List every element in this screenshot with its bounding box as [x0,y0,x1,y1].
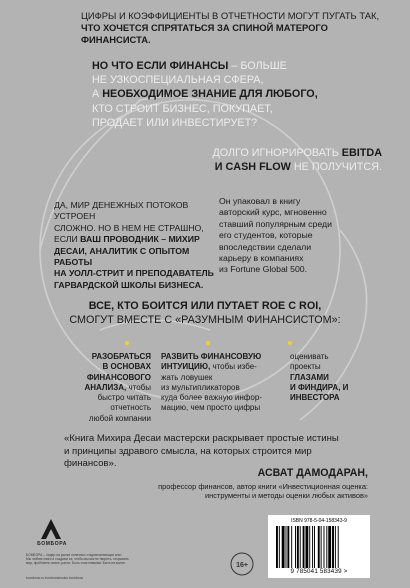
barcode-bar [279,526,280,568]
guide-line-3: ЕСЛИ [54,234,81,245]
barcode-bar [321,526,322,568]
benefit-column-3 [290,352,380,403]
intro-line-1: ЦИФРЫ И КОЭФФИЦИЕНТЫ В ОТЧЕТНОСТИ МОГУТ ПУГАТЬ ТАК, [81,10,380,21]
barcode-bar [318,526,320,568]
barcode-bar [297,526,299,568]
ignore-bold-ebitda: EBITDA [341,147,382,159]
barcode-bar [276,526,278,568]
guide-line-2: СЛОЖНО. НО В НЕМ НЕ СТРАШНО, [54,222,204,233]
bombora-logo-icon [26,515,76,541]
barcode-bar [328,526,331,568]
guide-bold-2: ДЕСАИ, АНАЛИТИК С ОПЫТОМ РАБОТЫ [54,245,190,268]
ignore-bold-cashflow: И CASH FLOW [214,161,291,173]
fineprint-line: Мы любим книги и создаем их, чтобы вы могли творить, открывать [26,557,129,562]
author-name: АСВАТ ДАМОДАРАН, [257,467,368,479]
course-line: карьеру в компаниях [219,253,304,264]
benefit2-text-2: чтобы избе- [210,362,257,372]
question-light-2: НЕ УЗКОСПЕЦИАЛЬНАЯ СФЕРА, [92,74,264,87]
barcode-bar [305,526,308,568]
barcode-bar [312,526,313,568]
course-line: впоследствии сделали [219,241,312,252]
barcode-number: 9 785041 583439 > [290,568,348,575]
barcode-bar [324,526,325,568]
barcode-bar [338,526,339,568]
question-light-1: – БОЛЬШЕ [228,60,287,72]
review-quote [64,433,364,471]
course-line: его студентов, которые [219,230,313,241]
guide-bold-1: ВАШ ПРОВОДНИК – МИХИР [80,234,200,245]
benefit3-bold-1: ГЛАЗАМИ [290,372,329,382]
bullet-dot-3 [288,341,292,345]
isbn-barcode-box [268,515,370,578]
question-light-3: А [92,88,103,101]
benefit2-text-5: куда более важную инфор- [161,393,262,403]
course-line: ставший популярным среди [219,218,332,229]
publisher-social-links: bombora.ru bomborabooks bombora [26,576,83,580]
guide-bold-4: ГАРВАРДСКОЙ ШКОЛЫ БИЗНЕСА. [54,279,204,290]
benefit3-text-1: оценивать [290,352,329,361]
question-light-4: КТО СТРОИТ БИЗНЕС, ПОКУПАЕТ, [92,102,273,115]
benefit2-bold-1: РАЗВИТЬ ФИНАНСОВУЮ [161,352,262,361]
ignore-light-1: ДОЛГО ИГНОРИРОВАТЬ [212,147,342,159]
age-rating-text: 16+ [236,562,248,569]
benefit2-text-4: из мультипликаторов [161,382,240,392]
age-rating-icon [230,552,254,576]
barcode-bar [291,526,292,568]
quote-line-2: и принципы здравого смысла, на которых строится мир финансов». [64,445,312,469]
benefit3-bold-2: И ФИНДИРА, И ИНВЕСТОРА [290,382,349,403]
fineprint-line: БОМБОРА – лидер на рынке полезных и вдохновляющих книг. [26,553,122,557]
ignore-light-2: НЕ ПОЛУЧИТСЯ. [290,161,382,173]
isbn-label: ISBN 978-5-04-158343-9 [291,518,347,524]
barcode-bar [295,526,296,568]
barcode-bar [282,526,285,568]
question-block [92,59,367,130]
benefit1-text-4: быстро читать отчетность [97,393,151,413]
guide-paragraph [54,200,214,291]
barcode-bar [326,526,327,568]
bullet-dot-1 [125,341,129,345]
publisher-name: БОМБОРА [37,541,67,547]
barcode-bar [287,526,289,568]
audience-line-1: ВСЕ, КТО БОИТСЯ ИЛИ ПУТАЕТ ROE С ROI, [88,300,322,312]
benefit-column-1 [56,352,151,424]
benefit1-bold-2: В ОСНОВАХ ФИНАНСОВОГО [86,362,151,382]
intro-line-2: ЧТО ХОЧЕТСЯ СПРЯТАТЬСЯ ЗА СПИНОЙ МАТЕРОГО ФИНАНСИСТА. [81,22,328,45]
author-role-line-2: инструменты и методы оценки любых активов» [205,491,368,501]
guide-line-1: ДА, МИР ДЕНЕЖНЫХ ПОТОКОВ УСТРОЕН [54,200,189,222]
barcode-bar [332,526,334,568]
fineprint-line: мир, пробовать новое, расти. Быть счастливыми. Быть на волне. [26,561,126,566]
publisher-fineprint [26,553,196,566]
author-role [150,482,368,500]
barcode-bar [286,526,287,568]
course-line: авторский курс, мгновенно [219,207,327,218]
benefit1-text-5: любой компании [88,413,151,423]
question-bold-3: НЕОБХОДИМОЕ ЗНАНИЕ ДЛЯ ЛЮБОГО, [102,88,318,101]
ignore-block [167,146,382,174]
course-paragraph [219,196,367,276]
quote-author [150,467,368,500]
course-line: из Fortune Global 500. [219,264,308,275]
benefit1-bold-3: АНАЛИЗА, [84,382,127,392]
benefit-column-2 [161,352,266,414]
quote-line-1: «Книга Михира Десаи мастерски раскрывает простые истины [64,433,339,444]
benefit2-bold-2: ИНТУИЦИЮ, [161,362,211,372]
benefit1-text-3: чтобы [126,382,151,392]
audience-heading [0,299,410,327]
benefit2-text-6: мацию, чем просто цифры [161,403,261,413]
benefit3-text-2: проекты [290,362,321,372]
guide-bold-3: НА УОЛЛ-СТРИТ И ПРЕПОДАВАТЕЛЬ [54,268,214,279]
author-role-line-1: профессор финансов, автор книги «Инвестиционная оценка: [158,482,368,491]
benefit2-text-3: жать ловушек [161,372,213,382]
question-light-5: ПРОДАЕТ ИЛИ ИНВЕСТИРУЕТ? [92,116,258,129]
intro-text [81,10,381,46]
barcode-bar [309,526,310,568]
bullet-dot-2 [206,341,210,345]
question-bold-1: НО ЧТО ЕСЛИ ФИНАНСЫ [92,60,229,72]
course-line: Он упаковал в книгу [219,196,301,206]
barcode-icon [274,526,364,568]
audience-line-2: СМОГУТ ВМЕСТЕ С «РАЗУМНЫМ ФИНАНСИСТОМ»: [69,314,341,326]
barcode-bar [314,526,315,568]
benefit1-bold-1: РАЗОБРАТЬСЯ [91,352,151,361]
barcode-bar [300,526,301,568]
barcode-bar [303,526,305,568]
barcode-bar [335,526,336,568]
